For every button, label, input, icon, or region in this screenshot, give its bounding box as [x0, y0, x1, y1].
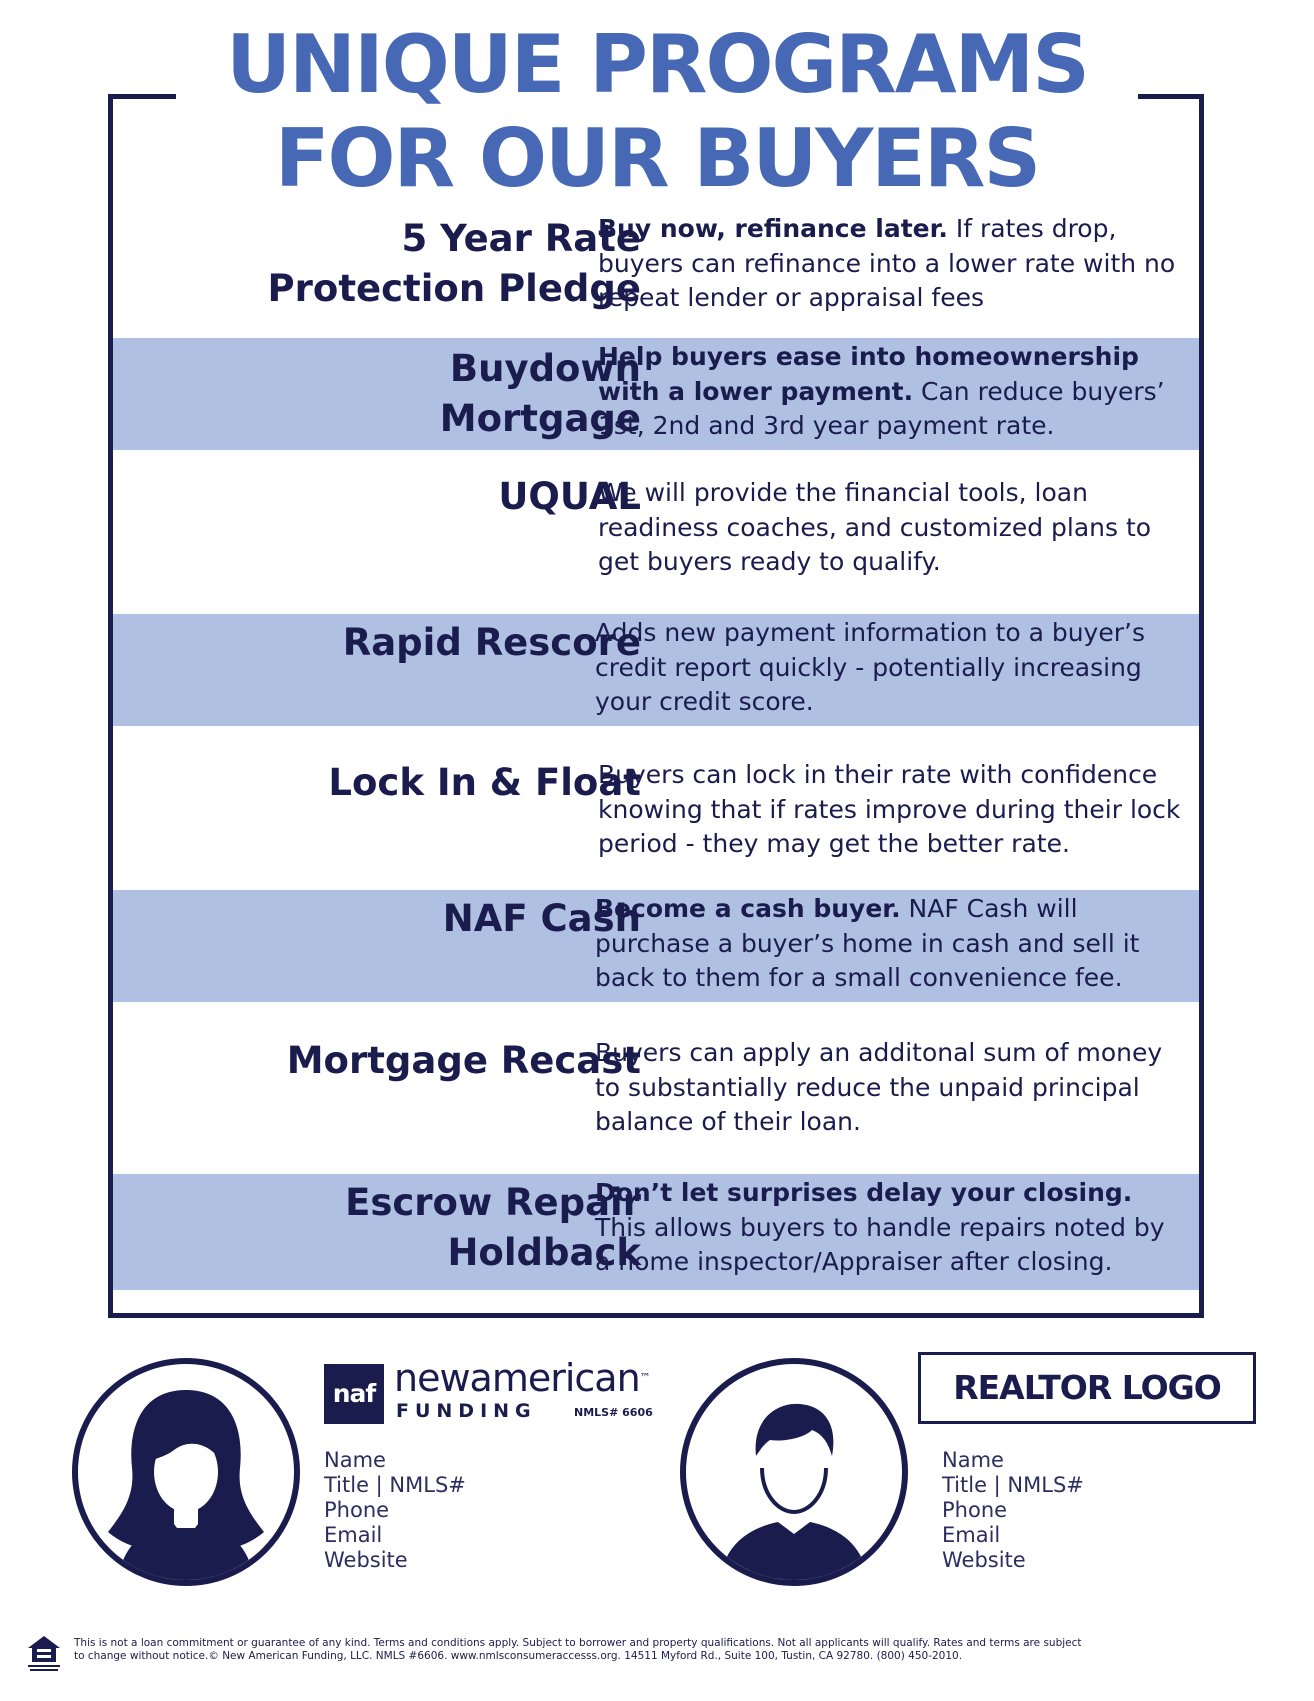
program-title: Rapid Rescore [342, 621, 641, 664]
program-title: 5 Year Rate Protection Pledge [267, 217, 641, 310]
program-row-rate-protection [113, 214, 1199, 338]
naf-mark: naf [324, 1364, 384, 1424]
female-avatar-icon [72, 1358, 300, 1586]
program-title: Escrow Repair Holdback [345, 1181, 641, 1274]
lender-contact [324, 1448, 466, 1573]
lender-name: Name [324, 1448, 386, 1472]
program-title: Mortgage Recast [286, 1039, 641, 1082]
lender-logo [324, 1356, 654, 1428]
naf-nmls: NMLS# 6606 [574, 1406, 653, 1419]
male-avatar-icon [680, 1358, 908, 1586]
realtor-contact [942, 1448, 1084, 1573]
realtor-email: Email [942, 1523, 1001, 1547]
naf-funding: FUNDING [396, 1400, 537, 1422]
program-description: Adds new payment information to a buyer’s credit report quickly - potentially increasing your credit score. [595, 618, 1145, 716]
program-title: NAF Cash [442, 897, 641, 940]
title-line-2: FOR OUR BUYERS [274, 112, 1040, 205]
program-description: Don’t let surprises delay your closing. This allows buyers to handle repairs noted by a home inspector/Appraiser after closing. [595, 1178, 1165, 1276]
realtor-name: Name [942, 1448, 1004, 1472]
program-description: We will provide the financial tools, loan readiness coaches, and customized plans to get buyers ready to qualify. [598, 478, 1152, 576]
title-line-1: UNIQUE PROGRAMS [226, 18, 1088, 111]
program-row-buydown [113, 338, 1199, 450]
program-title: Buydown Mortgage [439, 347, 641, 440]
program-description: Become a cash buyer. NAF Cash will purchase a buyer’s home in cash and sell it back to them for a small convenience fee. [595, 894, 1140, 992]
program-title: Lock In & Float [328, 761, 641, 804]
lender-email: Email [324, 1523, 383, 1547]
program-title: UQUAL [498, 475, 641, 518]
realtor-title: Title | NMLS# [942, 1473, 1084, 1497]
realtor-logo-placeholder: REALTOR LOGO [918, 1352, 1256, 1424]
program-description: Help buyers ease into homeownership with a lower payment. Can reduce buyers’ 1st, 2nd and 3rd year payment rate. [598, 342, 1165, 440]
program-row-recast [113, 1002, 1199, 1174]
realtor-phone: Phone [942, 1498, 1008, 1522]
equal-housing-icon [26, 1634, 62, 1674]
realtor-website: Website [942, 1548, 1026, 1572]
program-row-naf-cash [113, 890, 1199, 1002]
program-description: Buyers can lock in their rate with confidence knowing that if rates improve during their lock period - they may get the better rate. [598, 760, 1181, 858]
program-row-lock-float [113, 726, 1199, 890]
program-row-uqual [113, 450, 1199, 614]
program-row-rapid-rescore [113, 614, 1199, 726]
lender-phone: Phone [324, 1498, 390, 1522]
program-description: Buyers can apply an additonal sum of money to substantially reduce the unpaid principal balance of their loan. [595, 1038, 1163, 1136]
program-description: Buy now, refinance later. If rates drop, buyers can refinance into a lower rate with no repeat lender or appraisal fees [598, 214, 1176, 312]
legal-disclaimer: This is not a loan commitment or guarantee of any kind. Terms and conditions apply. Subject to borrower and property qualifications. Not all applicants will qualify. Rates and terms are subject to change without notice.© New American Funding, LLC. NMLS #6606. www.nmlsconsumeraccesss.org. 14511 Myford Rd., Suite 100, Tustin, CA 92780. (800) 450-2010. [74, 1637, 1082, 1662]
lender-website: Website [324, 1548, 408, 1572]
lender-title: Title | NMLS# [324, 1473, 466, 1497]
naf-wordmark: newamerican™ [394, 1356, 650, 1400]
program-row-escrow-holdback [113, 1174, 1199, 1290]
